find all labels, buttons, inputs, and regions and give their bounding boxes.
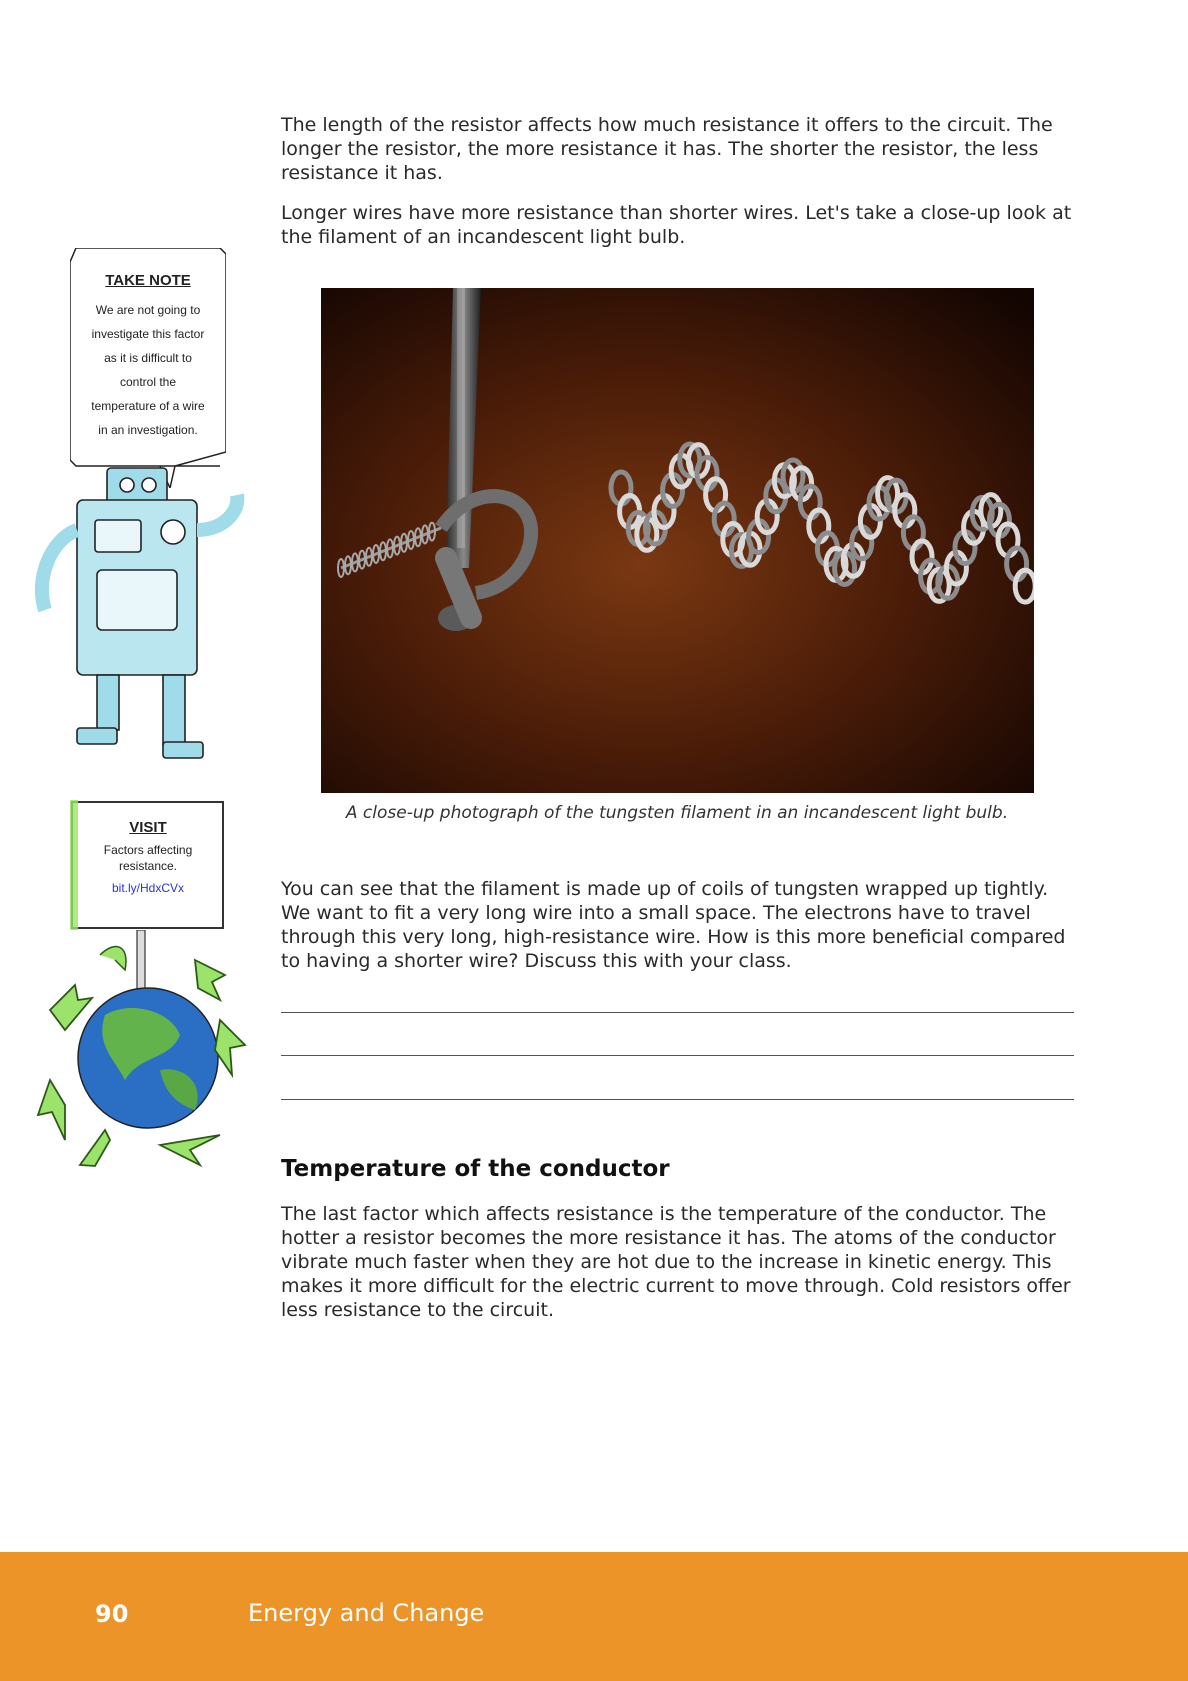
page-number: 90	[95, 1600, 129, 1628]
take-note-title: TAKE NOTE	[105, 272, 191, 289]
visit-link[interactable]: bit.ly/HdxCVx	[111, 881, 185, 895]
paragraph-length-resistance: The length of the resistor affects how much resistance it offers to the circuit. The longer the resistor, the more resistance it has. The shorter the resistor, the less resistance it has.	[281, 114, 1053, 184]
take-note-box	[70, 248, 226, 488]
earth-illustration	[20, 930, 260, 1185]
answer-line-1[interactable]	[281, 1012, 1074, 1013]
photo-caption: A close-up photograph of the tungsten filament in an incandescent light bulb.	[345, 803, 1009, 823]
page-footer	[0, 1552, 1188, 1681]
take-note-text: We are not going to investigate this factor as it is difficult to control the temperature of a wire in an investigation.	[91, 303, 205, 437]
visit-title: VISIT	[129, 819, 167, 836]
filament-illustration	[321, 288, 1034, 793]
book-title: Energy and Change	[248, 1599, 485, 1627]
section-heading: Temperature of the conductor	[281, 1156, 670, 1182]
answer-line-3[interactable]	[281, 1099, 1074, 1100]
paragraph-longer-wires: Longer wires have more resistance than shorter wires. Let's take a close-up look at the filament of an incandescent light bulb.	[281, 202, 1072, 248]
visit-text: Factors affecting resistance.	[103, 843, 193, 873]
answer-line-2[interactable]	[281, 1055, 1074, 1056]
paragraph-filament-coils: You can see that the filament is made up of coils of tungsten wrapped up tightly. We want to fit a very long wire into a small space. The electrons have to travel through this very long, high-resistance wire. How is this more beneficial compared to having a shorter wire? Discuss this with your class.	[281, 878, 1066, 972]
visit-box	[70, 800, 225, 930]
filament-photo	[321, 288, 1034, 793]
robot-illustration	[25, 460, 265, 775]
paragraph-temperature: The last factor which affects resistance is the temperature of the conductor. The hotter a resistor becomes the more resistance it has. The atoms of the conductor vibrate much faster when they are hot due to the increase in kinetic energy. This makes it more difficult for the electric current to move through. Cold resistors offer less resistance to the circuit.	[281, 1203, 1071, 1321]
